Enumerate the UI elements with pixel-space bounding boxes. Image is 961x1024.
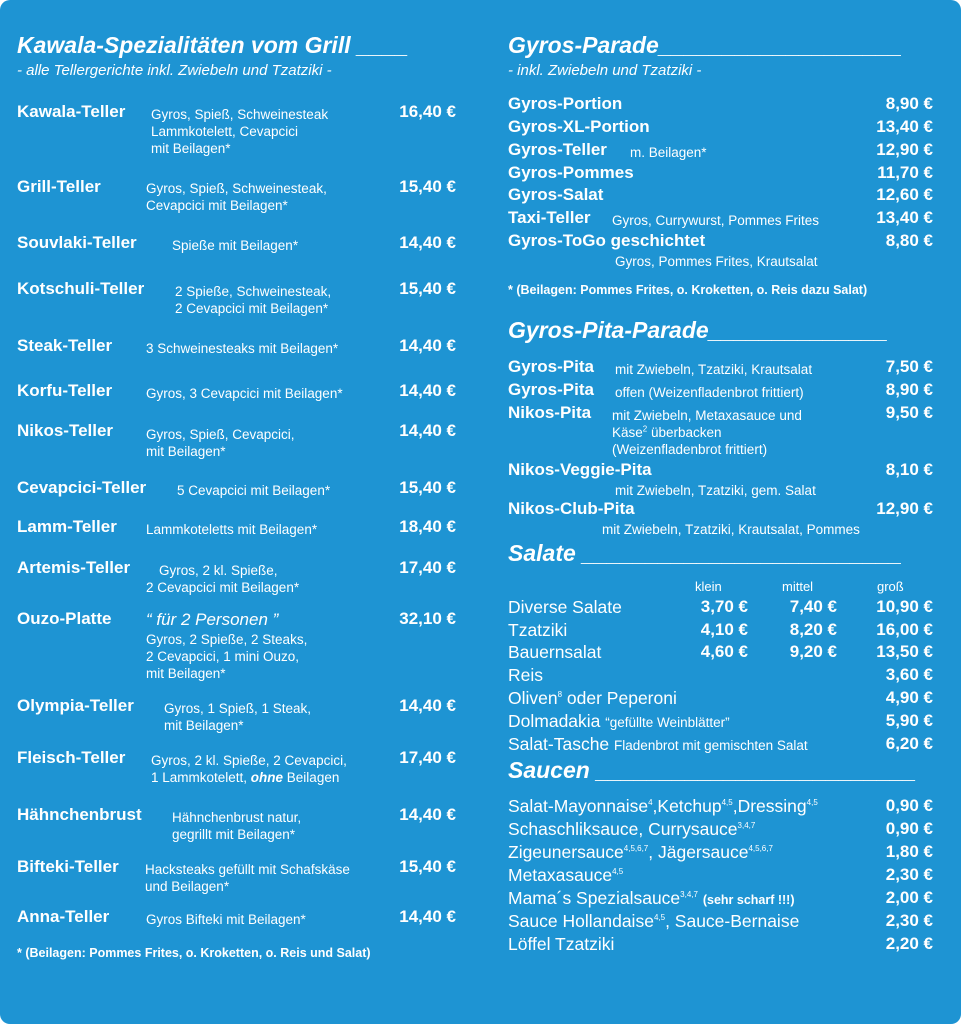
spicy-note: (sehr scharf !!!) — [702, 893, 795, 907]
kawala-subtitle: - alle Tellergerichte inkl. Zwiebeln und Tzatziki - — [17, 62, 332, 79]
menu-item-price: 8,10 € — [885, 460, 933, 479]
menu-item-name: Nikos-Veggie-Pita — [508, 460, 652, 479]
salad-name-text: Oliven — [508, 688, 558, 708]
menu-item-desc: Hacksteaks gefüllt mit Schafskäse — [145, 862, 350, 877]
menu-item-name: Fleisch-Teller — [17, 748, 126, 767]
menu-item-name: Kotschuli-Teller — [17, 279, 145, 298]
sauce-text: ,Ketchup — [652, 796, 722, 816]
sauce-text: Mama´s Spezialsauce — [508, 888, 681, 908]
menu-item-desc: offen (Weizenfladenbrot frittiert) — [615, 385, 804, 400]
gyros-title: Gyros-Parade___________________ — [508, 32, 902, 58]
menu-item-name: Bifteki-Teller — [17, 857, 119, 876]
menu-item-desc: Gyros, Pommes Frites, Krautsalat — [615, 254, 818, 269]
menu-item-price: 12,60 € — [876, 185, 933, 204]
salad-name — [508, 711, 730, 732]
sauce-name — [508, 819, 755, 840]
menu-item-price: 8,90 € — [885, 94, 933, 113]
menu-item-desc: 3 Schweinesteaks mit Beilagen* — [146, 341, 339, 356]
menu-item-name: Nikos-Club-Pita — [508, 499, 635, 518]
sauce-text: Salat-Mayonnaise — [508, 796, 649, 816]
menu-item-name: Korfu-Teller — [17, 381, 113, 400]
menu-item-name: Gyros-Salat — [508, 185, 604, 204]
sauce-price: 1,80 € — [885, 842, 933, 861]
menu-item-price: 13,40 € — [876, 117, 933, 136]
menu-item-desc — [151, 769, 339, 786]
menu-item-desc: mit Zwiebeln, Tzatziki, Krautsalat — [615, 362, 813, 377]
menu-item-price: 14,40 € — [399, 421, 456, 440]
sauce-price: 2,30 € — [885, 911, 933, 930]
menu-item-price: 17,40 € — [399, 558, 456, 577]
menu-item-price: 16,40 € — [399, 102, 456, 121]
menu-item-desc: 2 Cevapcici mit Beilagen* — [175, 301, 329, 316]
menu-item-desc: Gyros, Spieß, Schweinesteak — [151, 107, 329, 122]
menu-item-desc: Gyros Bifteki mit Beilagen* — [146, 912, 306, 927]
menu-item-desc: mit Zwiebeln, Tzatziki, gem. Salat — [615, 483, 816, 498]
allergen-marker: 4,5,6,7 — [623, 844, 649, 854]
desc-text: Beilagen — [283, 770, 340, 785]
salad-name: Bauernsalat — [508, 642, 602, 662]
salad-price-klein: 3,70 € — [700, 597, 748, 616]
menu-item-desc: 2 Cevapcici, 1 mini Ouzo, — [146, 649, 300, 664]
menu-item-name: Nikos-Pita — [508, 403, 592, 422]
sauce-text: Schaschliksauce, Currysauce — [508, 819, 738, 839]
menu-item-price: 11,70 € — [877, 163, 933, 182]
menu-item-name: Olympia-Teller — [17, 696, 134, 715]
menu-item-desc: Lammkotelett, Cevapcici — [151, 124, 299, 139]
salad-name-text: oder Peperoni — [562, 688, 677, 708]
menu-item-price: 14,40 € — [399, 381, 456, 400]
menu-item-price: 12,90 € — [876, 140, 933, 159]
gyros-subtitle: - inkl. Zwiebeln und Tzatziki - — [508, 62, 702, 79]
menu-item-desc: Gyros, 2 kl. Spieße, — [159, 563, 278, 578]
menu-item-desc: 2 Cevapcici mit Beilagen* — [146, 580, 300, 595]
menu-item-desc: Gyros, 1 Spieß, 1 Steak, — [164, 701, 312, 716]
kawala-footnote: * (Beilagen: Pommes Frites, o. Kroketten, o. Reis und Salat) — [17, 946, 371, 960]
sauce-name — [508, 911, 799, 932]
allergen-marker: 4,5 — [612, 867, 624, 877]
allergen-marker: 4,5 — [806, 798, 818, 808]
menu-item-desc: Gyros, 3 Cevapcici mit Beilagen* — [146, 386, 343, 401]
menu-item-desc: Spieße mit Beilagen* — [172, 238, 299, 253]
menu-item-price: 14,40 € — [399, 233, 456, 252]
salad-price-klein: 4,60 € — [700, 642, 748, 661]
pita-title: Gyros-Pita-Parade______________ — [508, 317, 888, 343]
sauce-price: 2,20 € — [885, 934, 933, 953]
column-header-gross: groß — [877, 579, 904, 594]
sauce-name — [508, 865, 623, 886]
menu-item-desc: mit Zwiebeln, Tzatziki, Krautsalat, Pommes — [602, 522, 860, 537]
salate-title: Salate _________________________ — [508, 540, 902, 566]
menu-item-desc — [612, 424, 722, 441]
salad-price-mittel: 9,20 € — [789, 642, 837, 661]
salad-desc: Fladenbrot mit gemischten Salat — [614, 738, 808, 753]
menu-item-desc: mit Zwiebeln, Metaxasauce und — [612, 408, 802, 423]
salad-price: 3,60 € — [885, 665, 933, 684]
menu-item-desc: und Beilagen* — [145, 879, 230, 894]
gyros-footnote: * (Beilagen: Pommes Frites, o. Kroketten, o. Reis dazu Salat) — [508, 283, 868, 297]
salad-price: 5,90 € — [885, 711, 933, 730]
menu-item-price: 7,50 € — [885, 357, 933, 376]
menu-item-name: Artemis-Teller — [17, 558, 131, 577]
menu-item-desc: 2 Spieße, Schweinesteak, — [175, 284, 332, 299]
menu-item-desc: Gyros, 2 Spieße, 2 Steaks, — [146, 632, 308, 647]
desc-emphasis: ohne — [250, 770, 284, 785]
menu-item-desc: (Weizenfladenbrot frittiert) — [612, 442, 768, 457]
salad-price-klein: 4,10 € — [700, 620, 748, 639]
menu-item-price: 15,40 € — [399, 279, 456, 298]
sauce-name — [508, 796, 818, 817]
sauce-text: Zigeunersauce — [508, 842, 624, 862]
salad-price-gross: 16,00 € — [876, 620, 933, 639]
menu-item-desc: Gyros, Currywurst, Pommes Frites — [612, 213, 820, 228]
allergen-marker: 4,5,6,7 — [748, 844, 773, 854]
desc-text: überbacken — [647, 425, 722, 440]
sauce-price: 0,90 € — [885, 819, 933, 838]
allergen-marker: 4 — [648, 798, 653, 808]
menu-item-desc: Gyros, 2 kl. Spieße, 2 Cevapcici, — [151, 753, 347, 768]
menu-item-desc: mit Beilagen* — [146, 444, 226, 459]
salad-price-mittel: 8,20 € — [789, 620, 837, 639]
salad-name: Tzatziki — [508, 620, 568, 640]
menu-item-name: Gyros-Pita — [508, 357, 594, 376]
menu-item-desc: Lammkoteletts mit Beilagen* — [146, 522, 318, 537]
sauce-name — [508, 888, 795, 909]
menu-item-name: Anna-Teller — [17, 907, 110, 926]
menu-item-desc: Gyros, Spieß, Schweinesteak, — [146, 181, 327, 196]
salad-price-gross: 10,90 € — [876, 597, 933, 616]
allergen-marker: 8 — [557, 690, 563, 700]
salad-name: Diverse Salate — [508, 597, 622, 617]
salad-price: 4,90 € — [885, 688, 933, 707]
column-header-mittel: mittel — [782, 579, 814, 594]
menu-item-name: Hähnchenbrust — [17, 805, 142, 824]
menu-item-price: 9,50 € — [885, 403, 933, 422]
allergen-marker: 2 — [642, 424, 648, 434]
column-header-klein: klein — [695, 579, 722, 594]
sauce-text: ,Dressing — [732, 796, 807, 816]
menu-item-price: 14,40 € — [399, 907, 456, 926]
menu-item-name: Gyros-Teller — [508, 140, 607, 159]
allergen-marker: 3,4,7 — [680, 890, 698, 900]
salad-name — [508, 688, 677, 709]
menu-item-price: 14,40 € — [399, 805, 456, 824]
sauce-text: , Jägersauce — [648, 842, 749, 862]
menu-item-price: 18,40 € — [399, 517, 456, 536]
menu-item-price: 32,10 € — [399, 609, 456, 628]
menu-item-price: 14,40 € — [399, 696, 456, 715]
menu-item-name: Gyros-XL-Portion — [508, 117, 650, 136]
menu-item-desc: mit Beilagen* — [146, 666, 226, 681]
menu-item-desc: “ für 2 Personen ” — [146, 610, 279, 629]
menu-item-desc: 5 Cevapcici mit Beilagen* — [177, 483, 331, 498]
menu-item-price: 12,90 € — [876, 499, 933, 518]
desc-text: Käse — [612, 425, 643, 440]
salad-desc: “gefüllte Weinblätter” — [605, 715, 730, 730]
salad-name: Reis — [508, 665, 544, 685]
menu-item-desc: Cevapcici mit Beilagen* — [146, 198, 288, 213]
allergen-marker: 4,5 — [721, 798, 733, 808]
menu-item-desc: m. Beilagen* — [630, 145, 707, 160]
salad-price: 6,20 € — [885, 734, 933, 753]
menu-item-name: Steak-Teller — [17, 336, 113, 355]
menu-item-name: Ouzo-Platte — [17, 609, 112, 628]
menu-item-name: Gyros-ToGo geschichtet — [508, 231, 706, 250]
menu-item-name: Nikos-Teller — [17, 421, 114, 440]
menu-item-price: 8,80 € — [885, 231, 933, 250]
allergen-marker: 4,5 — [653, 913, 666, 923]
allergen-marker: 3,4,7 — [737, 821, 756, 831]
menu-item-desc: gegrillt mit Beilagen* — [172, 827, 296, 842]
saucen-title: Saucen _________________________ — [508, 757, 916, 783]
sauce-text: Metaxasauce — [508, 865, 613, 885]
menu-item-name: Souvlaki-Teller — [17, 233, 137, 252]
kawala-title: Kawala-Spezialitäten vom Grill ____ — [17, 32, 409, 58]
menu-item-name: Taxi-Teller — [508, 208, 591, 227]
menu-item-price: 14,40 € — [399, 336, 456, 355]
menu-item-price: 15,40 € — [399, 857, 456, 876]
menu-item-name: Lamm-Teller — [17, 517, 117, 536]
menu-item-desc: Gyros, Spieß, Cevapcici, — [146, 427, 295, 442]
menu-item-desc: mit Beilagen* — [151, 141, 231, 156]
sauce-price: 0,90 € — [885, 796, 933, 815]
salad-price-mittel: 7,40 € — [789, 597, 837, 616]
menu-item-price: 17,40 € — [399, 748, 456, 767]
menu-item-name: Grill-Teller — [17, 177, 101, 196]
menu-item-desc: Hähnchenbrust natur, — [172, 810, 302, 825]
sauce-text: , Sauce-Bernaise — [665, 911, 800, 931]
salad-name — [508, 734, 808, 755]
menu-item-name: Gyros-Portion — [508, 94, 623, 113]
salad-name-text: Dolmadakia — [508, 711, 601, 731]
salad-name-text: Salat-Tasche — [508, 734, 610, 754]
sauce-price: 2,30 € — [885, 865, 933, 884]
sauce-name: Löffel Tzatziki — [508, 934, 615, 954]
menu-item-name: Cevapcici-Teller — [17, 478, 147, 497]
menu-item-name: Gyros-Pita — [508, 380, 594, 399]
menu-item-price: 13,40 € — [876, 208, 933, 227]
menu-item-desc: mit Beilagen* — [164, 718, 244, 733]
menu-item-price: 15,40 € — [399, 478, 456, 497]
sauce-name — [508, 842, 773, 863]
desc-text: 1 Lammkotelett, — [151, 770, 251, 785]
menu-item-price: 8,90 € — [885, 380, 933, 399]
sauce-text: Sauce Hollandaise — [508, 911, 654, 931]
menu-item-price: 15,40 € — [399, 177, 456, 196]
sauce-price: 2,00 € — [885, 888, 933, 907]
salad-price-gross: 13,50 € — [876, 642, 933, 661]
menu-item-name: Kawala-Teller — [17, 102, 126, 121]
menu-item-name: Gyros-Pommes — [508, 163, 634, 182]
